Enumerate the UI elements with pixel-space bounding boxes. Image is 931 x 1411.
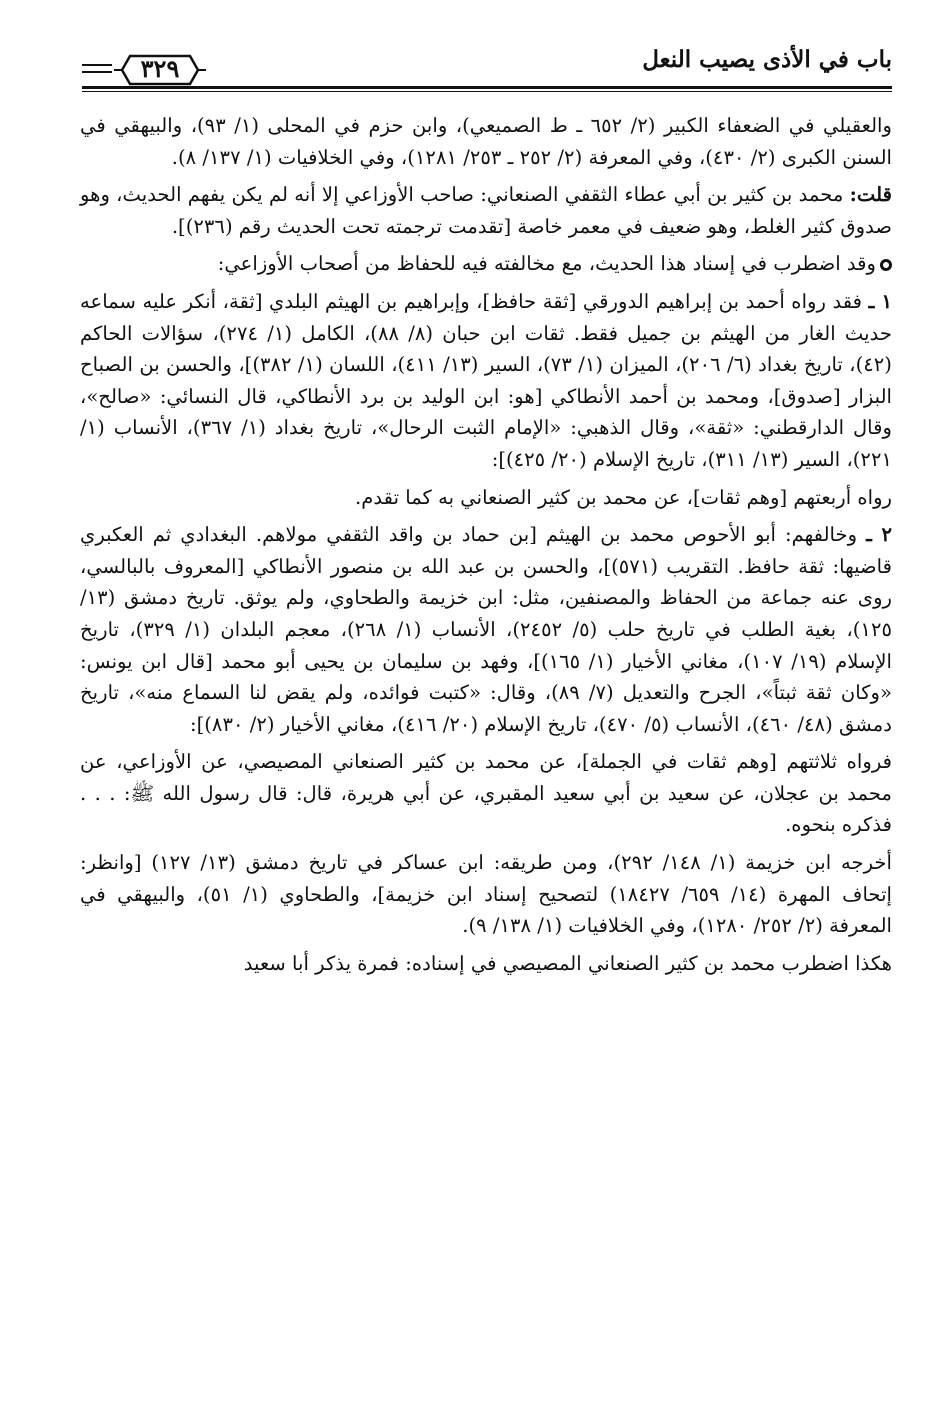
paragraph-text: هكذا اضطرب محمد بن كثير الصنعاني المصيصي في إسناده: فمرة يذكر أبا سعيد	[243, 951, 892, 975]
paragraph-text: محمد بن كثير بن أبي عطاء الثقفي الصنعاني: صاحب الأوزاعي إلا أنه لم يكن يفهم الحديث، وهو صدوق كثير الغلط، وهو ضعيف في معمر خاصة [تقدمت ترجمته تحت الحديث رقم (٢٣٦)].	[80, 183, 892, 238]
paragraph-text: فرواه ثلاثتهم [وهم ثقات في الجملة]، عن محمد بن كثير الصنعاني المصيصي، عن الأوزاعي، عن محمد بن عجلان، عن سعيد بن أبي سعيد المقبري، عن أبي هريرة، قال: قال رسول الله ﷺ: . . . فذكره بنحوه.	[80, 750, 892, 837]
paragraph	[80, 948, 892, 980]
paragraph-text: وخالفهم: أبو الأحوص محمد بن الهيثم [بن حماد بن واقد الثقفي مولاهم. البغدادي ثم العكبري قاضيها: ثقة حافظ. التقريب (٥٧١)]، والحسن بن عبد الله بن منصور الأنطاكي [المعروف بالبالسي، روى عنه جماعة من الحفاظ والمصنفين، مثل: ابن خزيمة والطحاوي، ولم يوثق. تاريخ دمشق (١٣/ ١٢٥)، بغية الطلب في تاريخ حلب (٥/ ٢٤٥٢)، الأنساب (١/ ٢٦٨)، معجم البلدان (١/ ٣٢٩)، تاريخ الإسلام (١٩/ ١٠٧)، مغاني الأخيار (١/ ١٦٥)]، وفهد بن سليمان بن يحيى أبو محمد [قال ابن يونس: «وكان ثقة ثبتاً»، الجرح والتعديل (٧/ ٨٩)، وقال: «كتبت فوائده، ولم يقض لنا السماع منه»، تاريخ دمشق (٤٨/ ٤٦٠)، الأنساب (٥/ ٤٧٠)، تاريخ الإسلام (٢٠/ ٤١٦)، مغاني الأخيار (٢/ ٨٣٠)]:	[80, 523, 893, 736]
chapter-title: باب في الأذى يصيب النعل	[642, 46, 892, 73]
circle-bullet-icon	[880, 259, 892, 271]
paragraph	[80, 179, 892, 242]
page-number-badge	[112, 52, 208, 88]
header-rule-thin	[82, 91, 892, 92]
page-body	[80, 110, 892, 979]
header-dash	[82, 71, 112, 73]
paragraph-text: أخرجه ابن خزيمة (١/ ١٤٨/ ٢٩٢)، ومن طريقه: ابن عساكر في تاريخ دمشق (١٣/ ١٢٧) [وانظر: إتحاف المهرة (١٤/ ٦٥٩/ ١٨٤٢٧) لتصحيح إسناد ابن خزيمة]، والطحاوي (١/ ٥١)، والبيهقي في المعرفة (٢/ ٢٥٢/ ١٢٨٠)، وفي الخلافيات (١/ ١٣٨/ ٩).	[80, 851, 892, 938]
paragraph-text: وقد اضطرب في إسناد هذا الحديث، مع مخالفته فيه للحفاظ من أصحاب الأوزاعي:	[217, 252, 876, 276]
paragraph	[80, 286, 892, 476]
paragraph	[80, 519, 892, 740]
paragraph-lead: قلت:	[849, 183, 892, 207]
paragraph	[80, 746, 892, 841]
paragraph-text: والعقيلي في الضعفاء الكبير (٢/ ٦٥٢ ـ ط الصميعي)، وابن حزم في المحلى (١/ ٩٣)، والبيهقي في السنن الكبرى (٢/ ٤٣٠)، وفي المعرفة (٢/ ٢٥٢ ـ ٢٥٣/ ١٢٨١)، وفي الخلافيات (١/ ١٣٧/ ٨).	[80, 114, 892, 169]
paragraph	[80, 110, 892, 173]
page-number: ٣٢٩	[140, 54, 180, 83]
paragraph-text: رواه أربعتهم [وهم ثقات]، عن محمد بن كثير الصنعاني به كما تقدم.	[355, 485, 892, 509]
paragraph-text: فقد رواه أحمد بن إبراهيم الدورقي [ثقة حافظ]، وإبراهيم بن الهيثم البلدي [ثقة، أنكر عليه سماعه حديث الغار من الهيثم بن جميل فقط. ثقات ابن حبان (٨/ ٨٨)، الكامل (١/ ٢٧٤)، سؤالات الحاكم (٤٢)، تاريخ بغداد (٦/ ٢٠٦)، الميزان (١/ ٧٣)، السير (١٣/ ٤١١)، اللسان (١/ ٣٨٢)]، والحسن بن الصباح البزار [صدوق]، ومحمد بن أحمد الأنطاكي [هو: ابن الوليد بن برد الأنطاكي، قال النسائي: «صالح»، وقال الدارقطني: «ثقة»، وقال الذهبي: «الإمام الثبت الرحال»، تاريخ بغداد (١/ ٣٦٧)، الأنساب (١/ ٢٢١)، السير (١٣/ ٣١١)، تاريخ الإسلام (٢٠/ ٤٢٥)]:	[80, 289, 892, 471]
paragraph	[80, 482, 892, 514]
header-rule	[82, 86, 892, 89]
paragraph-lead: ١ ـ	[868, 289, 893, 313]
paragraph	[80, 248, 892, 280]
page-header	[82, 44, 892, 94]
header-dash	[82, 64, 112, 66]
paragraph-lead: ٢ ـ	[866, 523, 893, 547]
paragraph	[80, 847, 892, 942]
